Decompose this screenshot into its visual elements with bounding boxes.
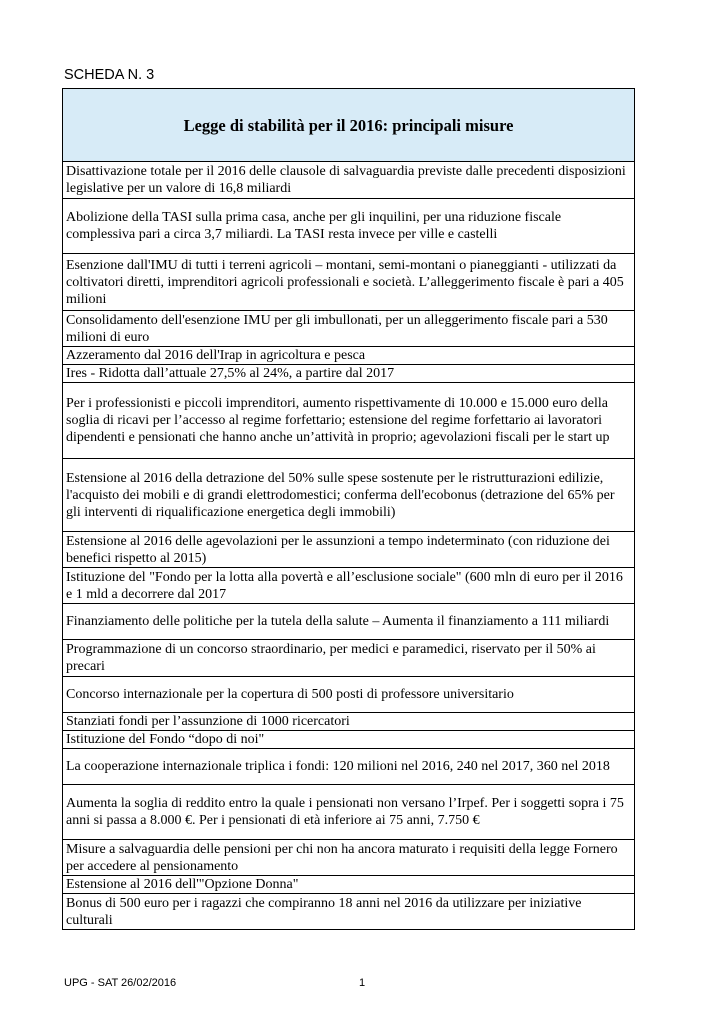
table-cell: Disattivazione totale per il 2016 delle clausole di salvaguardia previste dalle precedenti disposizioni legislative per un valore di 16,8 miliardi	[63, 162, 635, 199]
table-cell: Bonus di 500 euro per i ragazzi che compiranno 18 anni nel 2016 da utilizzare per iniziative culturali	[63, 894, 635, 930]
table-row	[63, 840, 635, 876]
table-cell: Misure a salvaguardia delle pensioni per chi non ha ancora maturato i requisiti della legge Fornero per accedere al pensionamento	[63, 840, 635, 876]
table-row	[63, 677, 635, 713]
table-row	[63, 162, 635, 199]
table-cell: Esenzione dall'IMU di tutti i terreni agricoli – montani, semi-montani o pianeggianti - utilizzati da coltivatori diretti, imprenditori agricoli professionali e società. L’alleggerimento fiscale è pari a 405 milioni	[63, 254, 635, 311]
table-row	[63, 199, 635, 254]
table-row	[63, 876, 635, 894]
table-row	[63, 731, 635, 749]
table-cell: Per i professionisti e piccoli imprenditori, aumento rispettivamente di 10.000 e 15.000 euro della soglia di ricavi per l’accesso al regime forfettario; estensione del regime forfettario ai lavoratori dipendenti e pensionati che hanno anche un’attività in proprio; agevolazioni fiscali per le start up	[63, 383, 635, 459]
table-cell: Ires - Ridotta dall’attuale 27,5% al 24%, a partire dal 2017	[63, 365, 635, 383]
table-cell: La cooperazione internazionale triplica i fondi: 120 milioni nel 2016, 240 nel 2017, 360 nel 2018	[63, 749, 635, 785]
table-row	[63, 894, 635, 930]
table-row	[63, 604, 635, 640]
table-row	[63, 383, 635, 459]
table-row	[63, 640, 635, 677]
table-row	[63, 568, 635, 604]
table-cell: Aumenta la soglia di reddito entro la quale i pensionati non versano l’Irpef. Per i soggetti sopra i 75 anni si passa a 8.000 €. Per i pensionati di età inferiore ai 75 anni, 7.750 €	[63, 785, 635, 840]
table-row	[63, 532, 635, 568]
table-cell: Consolidamento dell'esenzione IMU per gli imbullonati, per un alleggerimento fiscale pari a 530 milioni di euro	[63, 311, 635, 347]
table-row	[63, 347, 635, 365]
table-row	[63, 749, 635, 785]
table-cell: Estensione al 2016 dell'"Opzione Donna"	[63, 876, 635, 894]
measures-table	[62, 88, 635, 930]
table-row	[63, 365, 635, 383]
table-cell: Azzeramento dal 2016 dell'Irap in agricoltura e pesca	[63, 347, 635, 365]
table-row	[63, 311, 635, 347]
table-cell: Istituzione del Fondo “dopo di noi"	[63, 731, 635, 749]
table-row	[63, 713, 635, 731]
table-cell: Concorso internazionale per la copertura di 500 posti di professore universitario	[63, 677, 635, 713]
table-header-row	[63, 89, 635, 162]
page-number: 1	[359, 977, 366, 989]
table-title: Legge di stabilità per il 2016: principali misure	[63, 89, 635, 162]
sheet-label: SCHEDA N. 3	[64, 67, 155, 83]
table-row	[63, 459, 635, 532]
table-cell: Estensione al 2016 delle agevolazioni per le assunzioni a tempo indeterminato (con riduzione dei benefici rispetto al 2015)	[63, 532, 635, 568]
table-row	[63, 785, 635, 840]
table-row	[63, 254, 635, 311]
table-cell: Abolizione della TASI sulla prima casa, anche per gli inquilini, per una riduzione fiscale complessiva pari a circa 3,7 miliardi. La TASI resta invece per ville e castelli	[63, 199, 635, 254]
table-cell: Programmazione di un concorso straordinario, per medici e paramedici, riservato per il 50% ai precari	[63, 640, 635, 677]
table-cell: Estensione al 2016 della detrazione del 50% sulle spese sostenute per le ristrutturazioni edilizie, l'acquisto dei mobili e di grandi elettrodomestici; conferma dell'ecobonus (detrazione del 65% per gli interventi di riqualificazione energetica degli immobili)	[63, 459, 635, 532]
table-cell: Finanziamento delle politiche per la tutela della salute – Aumenta il finanziamento a 111 miliardi	[63, 604, 635, 640]
table-cell: Istituzione del "Fondo per la lotta alla povertà e all’esclusione sociale" (600 mln di euro per il 2016 e 1 mld a decorrere dal 2017	[63, 568, 635, 604]
footer-text: UPG - SAT 26/02/2016	[64, 977, 177, 989]
table-cell: Stanziati fondi per l’assunzione di 1000 ricercatori	[63, 713, 635, 731]
